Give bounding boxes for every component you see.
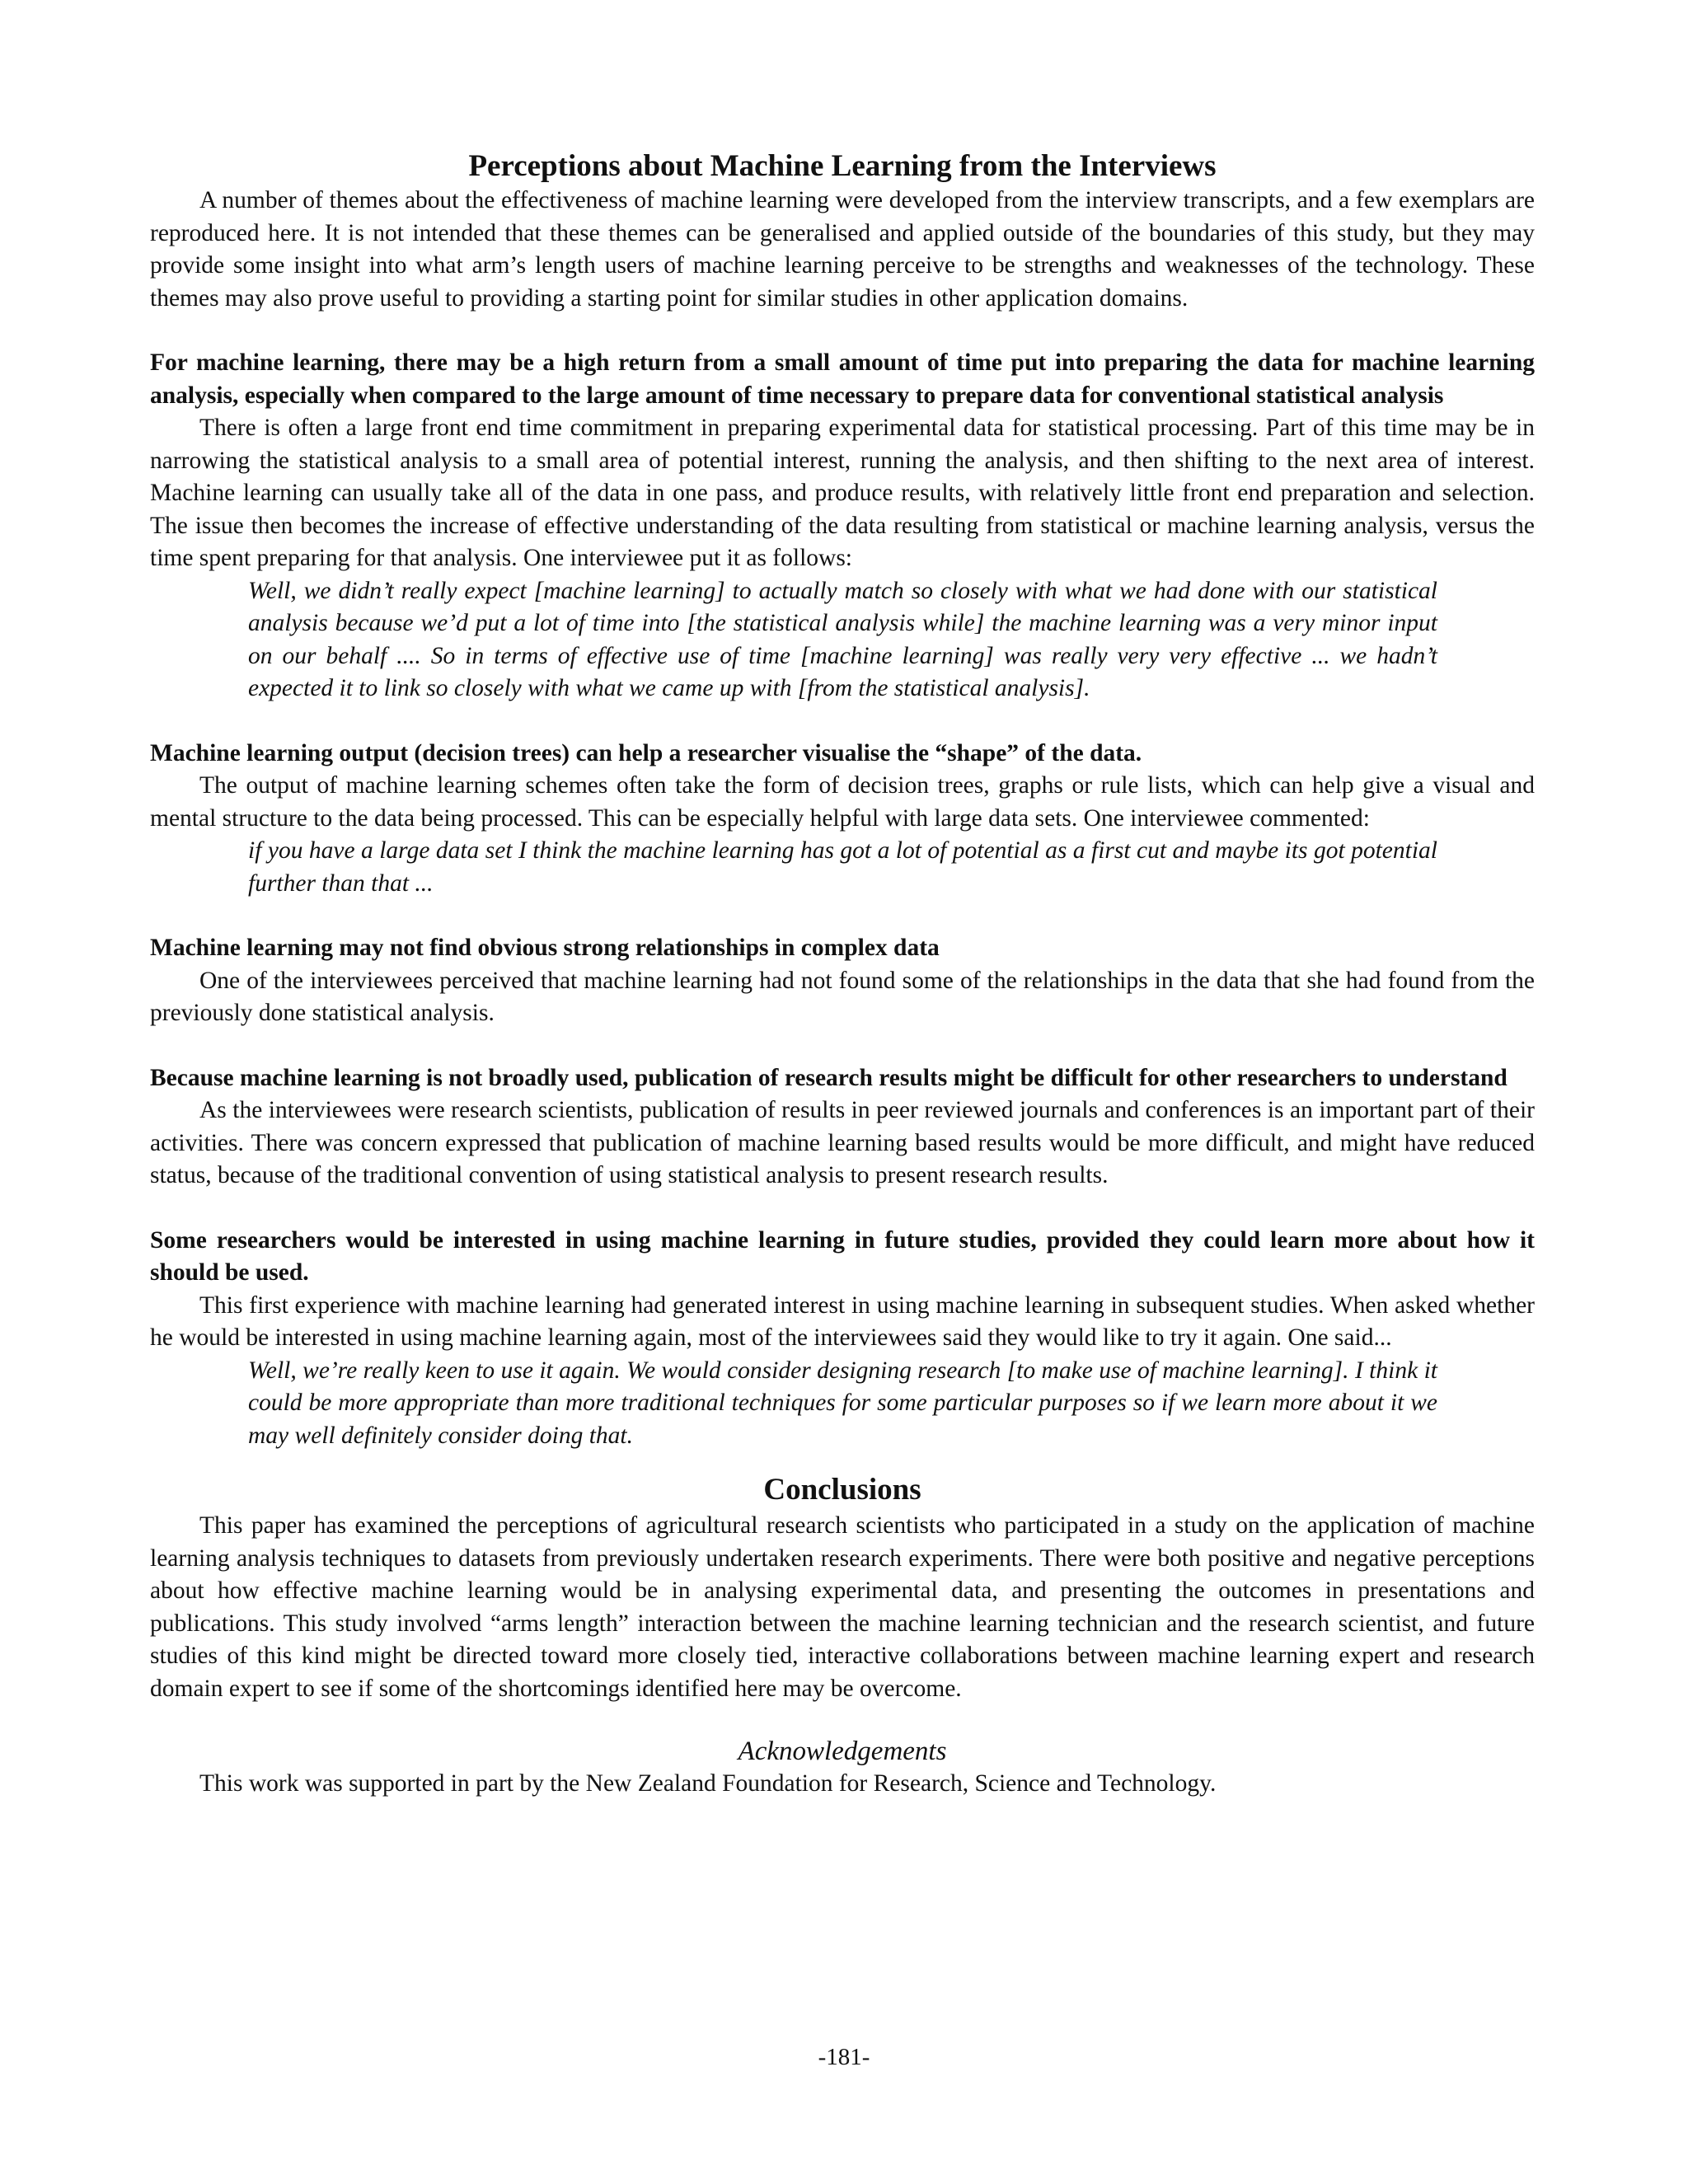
interview-quote: Well, we didn’t really expect [machine learning] to actually match so closely with what we had done with our statistical analysis because we’d put a lot of time into [the statistical analysis while] the machine learning was a very minor input on our behalf .... So in terms of effective use of time [machine learning] was really very very effective ... we hadn’t expected it to link so closely with what we came up with [from the statistical analysis]. [248,577,1437,701]
section-title: Perceptions about Machine Learning from the Interviews [468,149,1217,183]
conclusions-title: Conclusions [763,1473,921,1507]
theme-body: The output of machine learning schemes often take the form of decision trees, graphs or rule lists, which can help give a visual and mental structure to the data being processed. This can be especially helpful with large data sets. One interviewee commented: [150,772,1535,832]
theme-body: As the interviewees were research scientists, publication of results in peer reviewed journals and conferences is an important part of their activities. There was concern expressed that publication of machine learning based results would be more difficult, and might have reduced status, because of the traditional convention of using statistical analysis to present research results. [150,1097,1535,1188]
intro-paragraph: A number of themes about the effectiveness of machine learning were developed from the interview transcripts, and a few exemplars are reproduced here. It is not intended that these themes can be generalised and applied outside of the boundaries of this study, but they may provide some insight into what arm’s length users of machine learning perceive to be strengths and weaknesses of the technology. These themes may also prove useful to providing a starting point for similar studies in other application domains. [150,187,1535,312]
interview-quote: if you have a large data set I think the machine learning has got a lot of potential as a first cut and maybe its got potential further than that ... [248,837,1437,897]
theme-body: One of the interviewees perceived that machine learning had not found some of the relationships in the data that she had found from the previously done statistical analysis. [150,967,1535,1026]
theme-body: There is often a large front end time commitment in preparing experimental data for statistical processing. Part of this time may be in narrowing the statistical analysis to a small area of potential interest, running the analysis, and then shifting to the next area of interest. Machine learning can usually take all of the data in one pass, and produce results, with relatively little front end preparation and selection. The issue then becomes the increase of effective understanding of the data resulting from statistical or machine learning analysis, versus the time spent preparing for that analysis. One interviewee put it as follows: [150,415,1535,571]
theme-body: This first experience with machine learning had generated interest in using machine learning in subsequent studies. When asked whether he would be interested in using machine learning again, most of the interviewees said they would like to try it again. One said... [150,1291,1535,1351]
acknowledgements-title: Acknowledgements [738,1736,947,1766]
theme-heading: Some researchers would be interested in using machine learning in future studies, provided they could learn more about how it should be used. [150,1226,1535,1286]
theme-heading: Machine learning may not find obvious strong relationships in complex data [150,935,940,961]
conclusions-paragraph: This paper has examined the perceptions of agricultural research scientists who participated in a study on the application of machine learning analysis techniques to datasets from previously undertaken research experiments. There were both positive and negative perceptions about how effective machine learning would be in analysing experimental data, and presenting the outcomes in presentations and publications. This study involved “arms length” interaction between the machine learning technician and the research scientist, and future studies of this kind might be directed toward more closely tied, interactive collaborations between machine learning expert and research domain expert to see if some of the shortcomings identified here may be overcome. [150,1512,1535,1702]
theme-heading: Because machine learning is not broadly used, publication of research results might be difficult for other researchers to understand [150,1064,1507,1091]
page-number: -181- [818,2044,870,2070]
theme-heading: Machine learning output (decision trees) can help a researcher visualise the “shape” of the data. [150,739,1142,766]
interview-quote: Well, we’re really keen to use it again. We would consider designing research [to make use of machine learning]. I think it could be more appropriate than more traditional techniques for some particular purposes so if we learn more about it we may well definitely consider doing that. [248,1357,1437,1449]
theme-heading: For machine learning, there may be a high return from a small amount of time put into preparing the data for machine learning analysis, especially when compared to the large amount of time necessary to prepare data for conventional statistical analysis [150,349,1535,409]
acknowledgements-paragraph: This work was supported in part by the New Zealand Foundation for Research, Science and Technology. [199,1770,1217,1797]
